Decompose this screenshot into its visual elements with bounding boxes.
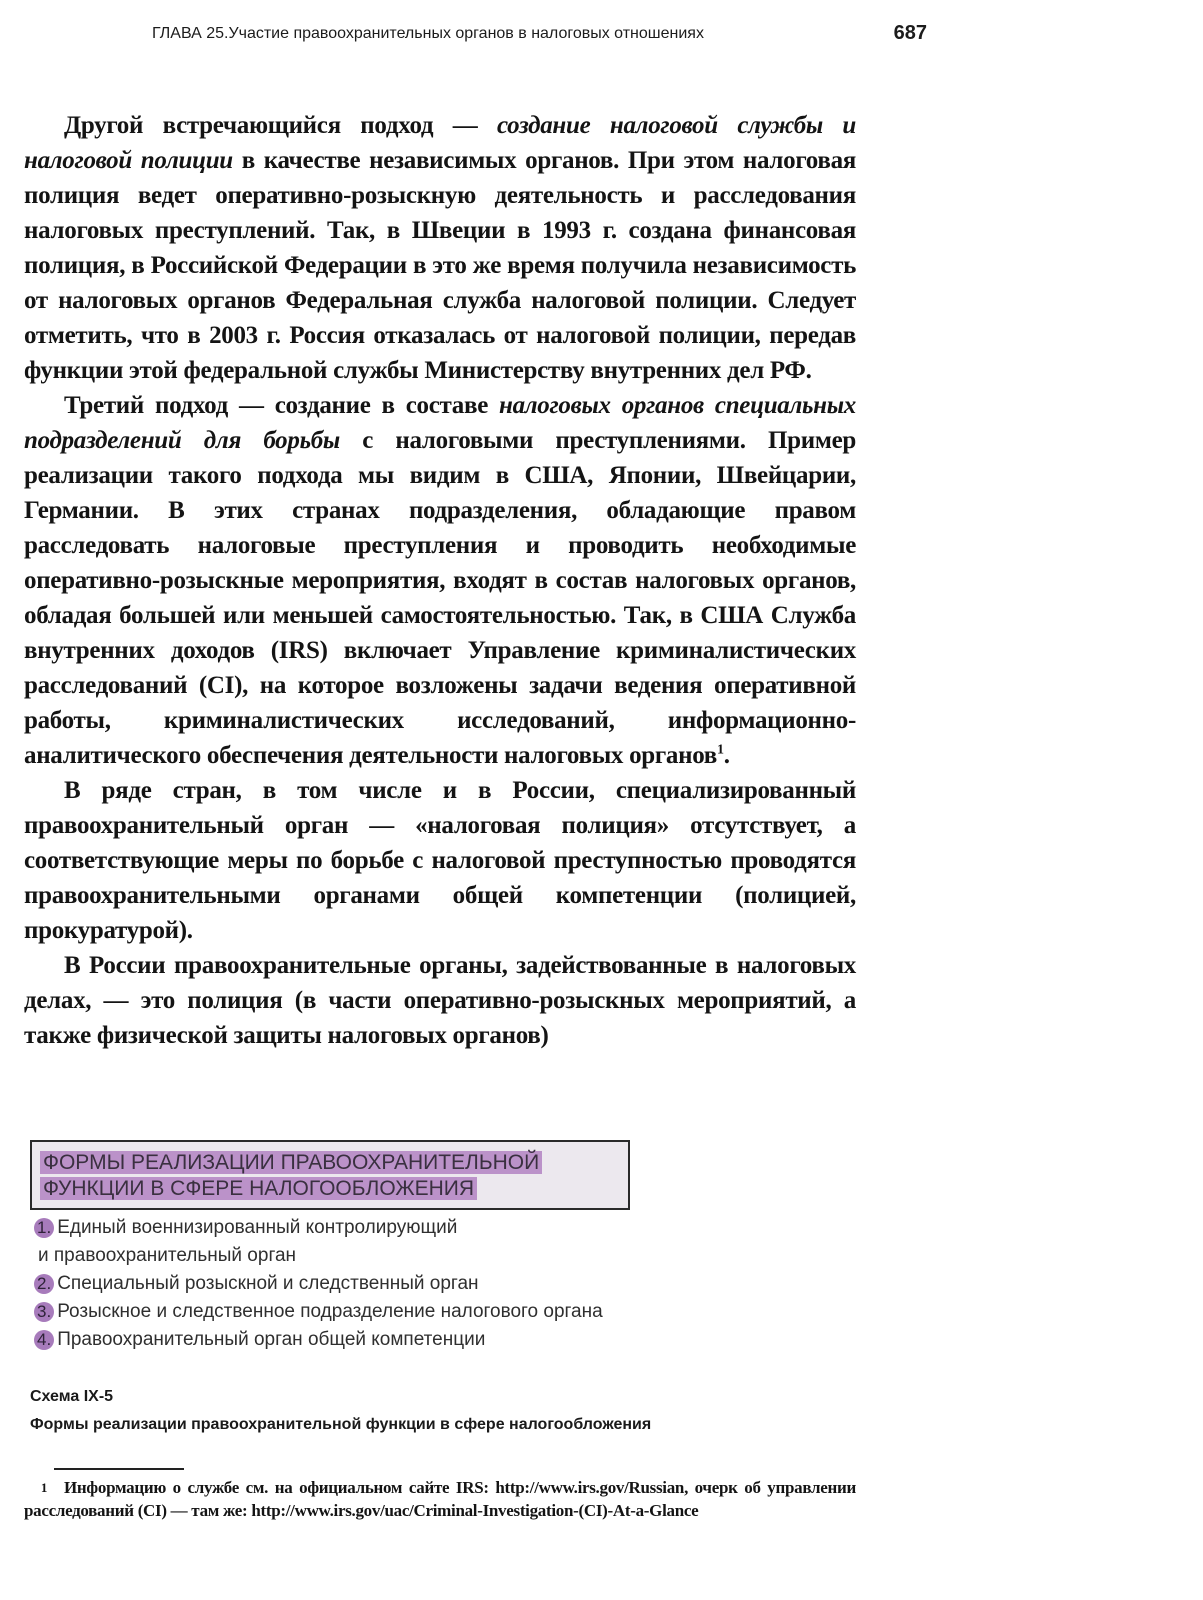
- caption-label: Схема IX-5: [30, 1388, 114, 1405]
- main-text: [24, 108, 856, 1053]
- footnote-ref[interactable]: 1: [717, 742, 724, 758]
- page-number: 687: [893, 22, 927, 44]
- paragraph-1-emphasis: создание налоговой службы и налоговой полиции: [24, 112, 856, 174]
- paragraph-2-text-a: Третий подход — создание в составе: [64, 392, 499, 419]
- chapter-title: ГЛАВА 25.Участие правоохранительных органов в налоговых отношениях: [152, 25, 704, 42]
- running-header: [152, 22, 927, 48]
- paragraph-1-text-a: Другой встречающийся подход —: [64, 112, 497, 139]
- list-item: [34, 1270, 734, 1298]
- scheme-title-box: [30, 1140, 630, 1210]
- scheme-list: [34, 1214, 734, 1354]
- list-item: [34, 1298, 734, 1326]
- paragraph-1: [24, 108, 856, 388]
- paragraph-2-text-c: .: [723, 742, 730, 769]
- item-text: Розыскное и следственное подразделение налогового органа: [57, 1301, 603, 1322]
- list-item: [34, 1214, 734, 1242]
- paragraph-1-text-b: в качестве независимых органов. При этом налоговая полиция ведет оперативно-розыскную деятельность и расследования налоговых преступлений. Так, в Швеции в 1993 г. создана финансовая полиция, в Российской Федерации в это же время получила независимость от налоговых органов Федеральная служба налоговой полиции. Следует отметить, что в 2003 г. Россия отказалась от налоговой полиции, передав функции этой федеральной службы Министерству внутренних дел РФ.: [24, 147, 856, 384]
- caption-text: Формы реализации правоохранительной функции в сфере налогообложения: [30, 1416, 652, 1433]
- footnote-text: Информацию о службе см. на официальном сайте IRS: http://www.irs.gov/Russian, очерк об управлении расследований (CI) — там же: http://www.irs.gov/uac/Criminal-Investigation-(CI)-At-a-Glance: [24, 1478, 856, 1520]
- item-text: Правоохранительный орган общей компетенции: [57, 1329, 486, 1350]
- footnote-divider: [54, 1468, 184, 1470]
- list-item: [34, 1326, 734, 1354]
- scheme-title-line-2: ФУНКЦИИ В СФЕРЕ НАЛОГООБЛОЖЕНИЯ: [40, 1177, 477, 1200]
- paragraph-2: [24, 388, 856, 773]
- item-number: 1.: [34, 1218, 54, 1238]
- item-text: Единый военнизированный контролирующий: [57, 1217, 458, 1238]
- paragraph-2-text-b: с налоговыми преступлениями. Пример реализации такого подхода мы видим в США, Японии, Швейцарии, Германии. В этих странах подразделения, обладающие правом расследовать налоговые преступления и проводить необходимые оперативно-розыскные мероприятия, входят в состав налоговых органов, обладая большей или меньшей самостоятельностью. Так, в США Служба внутренних доходов (IRS) включает Управление криминалистических расследований (CI), на которое возложены задачи ведения оперативной работы, криминалистических исследований, информационно-аналитического обеспечения деятельности налоговых органов: [24, 427, 856, 769]
- paragraph-4: В России правоохранительные органы, задействованные в налоговых делах, — это полиция (в части оперативно-розыскных мероприятий, а также физической защиты налоговых органов): [24, 952, 856, 1049]
- scheme-caption: [30, 1383, 830, 1439]
- footnote: [24, 1476, 856, 1522]
- scheme-title-line-1: ФОРМЫ РЕАЛИЗАЦИИ ПРАВООХРАНИТЕЛЬНОЙ: [40, 1151, 542, 1174]
- footnote-mark: 1: [40, 1480, 48, 1495]
- item-number: 4.: [34, 1330, 54, 1350]
- list-item-continuation: и правоохранительный орган: [38, 1245, 297, 1266]
- paragraph-2-emphasis: налоговых органов специальных подразделений для борьбы: [24, 392, 856, 454]
- item-number: 3.: [34, 1302, 54, 1322]
- item-number: 2.: [34, 1274, 54, 1294]
- item-text: Специальный розыскной и следственный орган: [57, 1273, 479, 1294]
- paragraph-3: В ряде стран, в том числе и в России, специализированный правоохранительный орган — «налоговая полиция» отсутствует, а соответствующие меры по борьбе с налоговой преступностью проводятся правоохранительными органами общей компетенции (полицией, прокуратурой).: [24, 777, 856, 944]
